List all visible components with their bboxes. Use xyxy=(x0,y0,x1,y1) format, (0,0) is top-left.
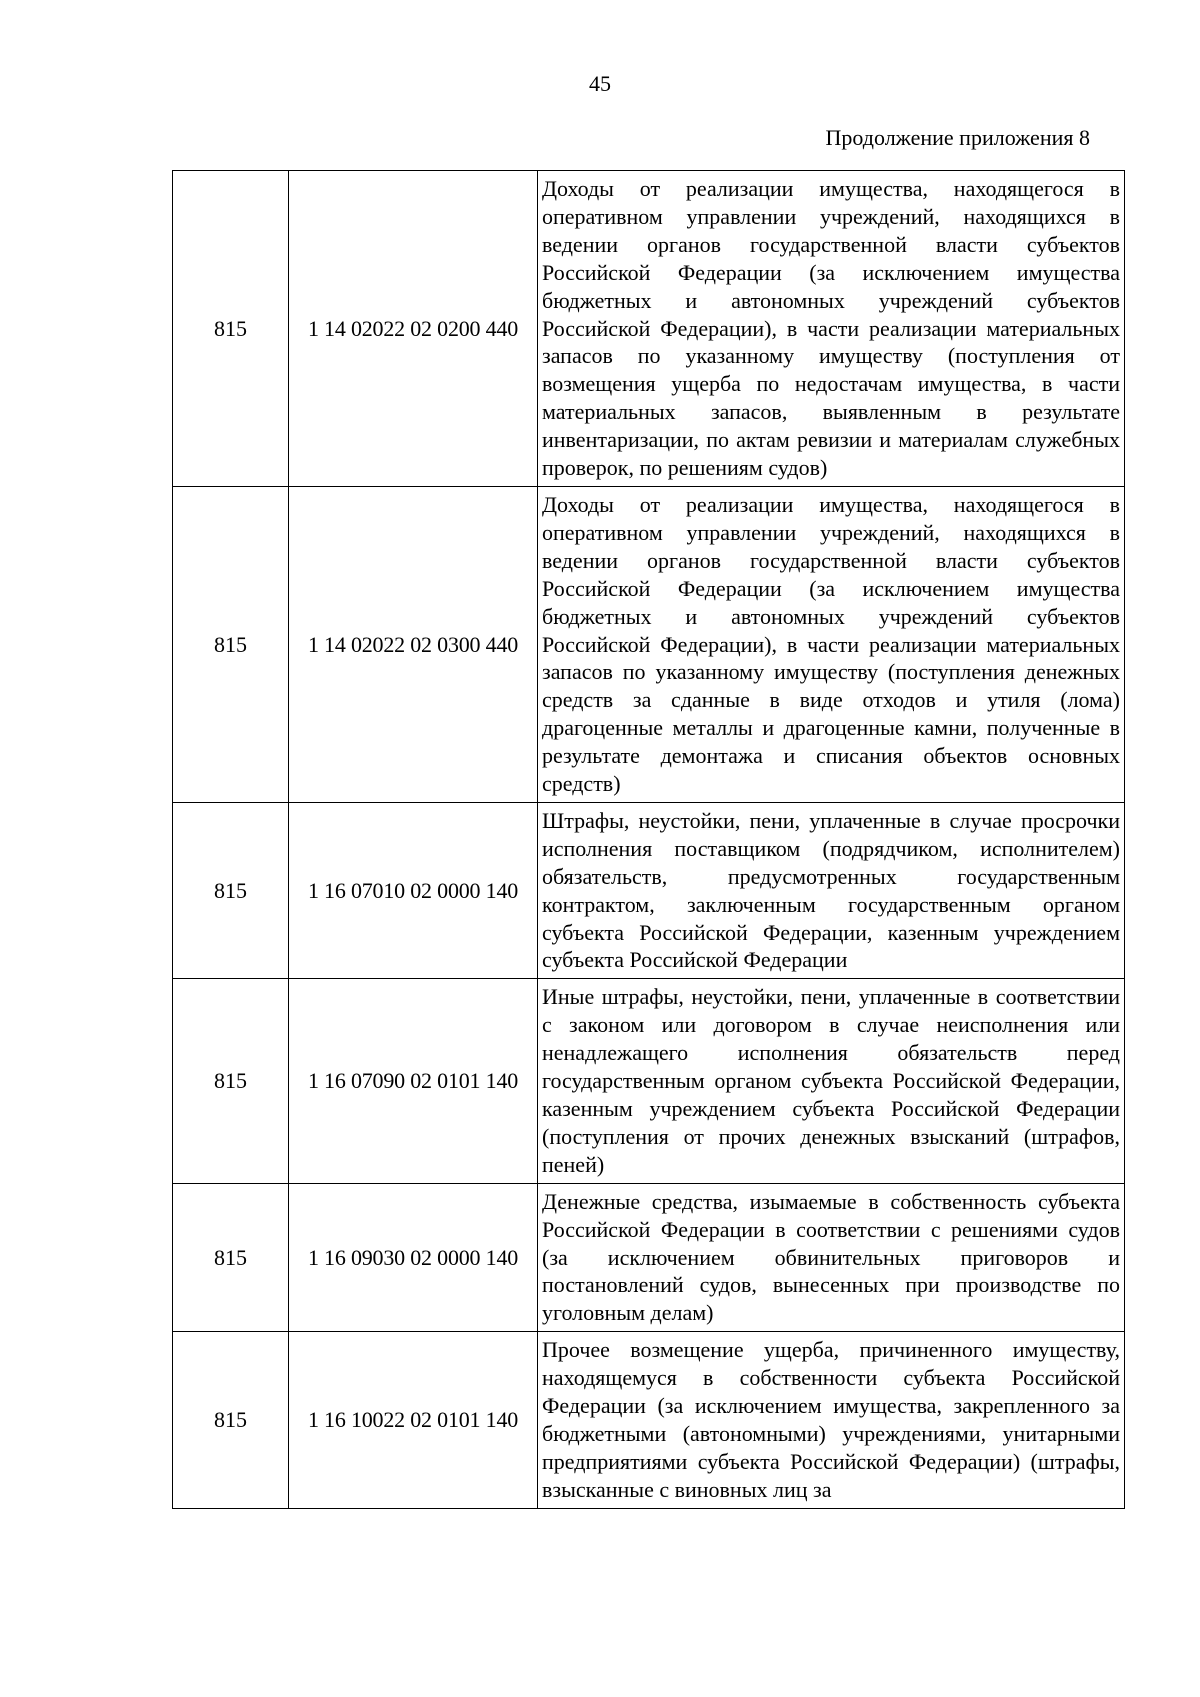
table-row xyxy=(173,486,1125,802)
table-row xyxy=(173,1332,1125,1508)
table-row xyxy=(173,979,1125,1183)
page-number: 45 xyxy=(589,71,611,96)
revenue-name-cell: Доходы от реализации имущества, находящегося в оперативном управлении учреждений, находящихся в ведении органов государственной власти субъектов Российской Федерации (за исключением имущества бюджетных и автономных учреждений субъектов Российской Федерации), в части реализации материальных запасов по указанному имуществу (поступления от возмещения ущерба по недостачам имущества, в части материальных запасов, выявленным в результате инвентаризации, по актам ревизии и материалам служебных проверок, по решениям судов) xyxy=(538,171,1125,487)
revenue-name-cell: Штрафы, неустойки, пени, уплаченные в случае просрочки исполнения поставщиком (подрядчиком, исполнителем) обязательств, предусмотренных государственным контрактом, заключенным государственным органом субъекта Российской Федерации, казенным учреждением субъекта Российской Федерации xyxy=(538,802,1125,978)
kbk-code-cell: 1 16 09030 02 0000 140 xyxy=(289,1183,538,1332)
admin-code-cell: 815 xyxy=(173,171,289,487)
admin-code-cell: 815 xyxy=(173,1332,289,1508)
kbk-code-cell: 1 16 10022 02 0101 140 xyxy=(289,1332,538,1508)
admin-code-cell: 815 xyxy=(173,979,289,1183)
admin-code-cell: 815 xyxy=(173,1183,289,1332)
kbk-code-cell: 1 14 02022 02 0200 440 xyxy=(289,171,538,487)
kbk-code-cell: 1 16 07010 02 0000 140 xyxy=(289,802,538,978)
table-row xyxy=(173,1183,1125,1332)
admin-code-cell: 815 xyxy=(173,486,289,802)
table-row xyxy=(173,802,1125,978)
kbk-code-cell: 1 16 07090 02 0101 140 xyxy=(289,979,538,1183)
revenue-codes-table xyxy=(172,170,1125,1509)
revenue-name-cell: Иные штрафы, неустойки, пени, уплаченные в соответствии с законом или договором в случае неисполнения или ненадлежащего исполнения обязательств перед государственным органом субъекта Российской Федерации, казенным учреждением субъекта Российской Федерации (поступления от прочих денежных взысканий (штрафов, пеней) xyxy=(538,979,1125,1183)
table-row xyxy=(173,171,1125,487)
kbk-code-cell: 1 14 02022 02 0300 440 xyxy=(289,486,538,802)
revenue-name-cell: Денежные средства, изымаемые в собственность субъекта Российской Федерации в соответствии с решениями судов (за исключением обвинительных приговоров и постановлений судов, вынесенных при производстве по уголовным делам) xyxy=(538,1183,1125,1332)
revenue-name-cell: Доходы от реализации имущества, находящегося в оперативном управлении учреждений, находящихся в ведении органов государственной власти субъектов Российской Федерации (за исключением имущества бюджетных и автономных учреждений субъектов Российской Федерации), в части реализации материальных запасов по указанному имуществу (поступления денежных средств за сданные в виде отходов и утиля (лома) драгоценные металлы и драгоценные камни, полученные в результате демонтажа и списания объектов основных средств) xyxy=(538,486,1125,802)
appendix-continuation-note: Продолжение приложения 8 xyxy=(825,125,1090,150)
admin-code-cell: 815 xyxy=(173,802,289,978)
revenue-name-cell: Прочее возмещение ущерба, причиненного имуществу, находящемуся в собственности субъекта Российской Федерации (за исключением имущества, закрепленного за бюджетными (автономными) учреждениями, унитарными предприятиями субъекта Российской Федерации) (штрафы, взысканные с виновных лиц за xyxy=(538,1332,1125,1508)
